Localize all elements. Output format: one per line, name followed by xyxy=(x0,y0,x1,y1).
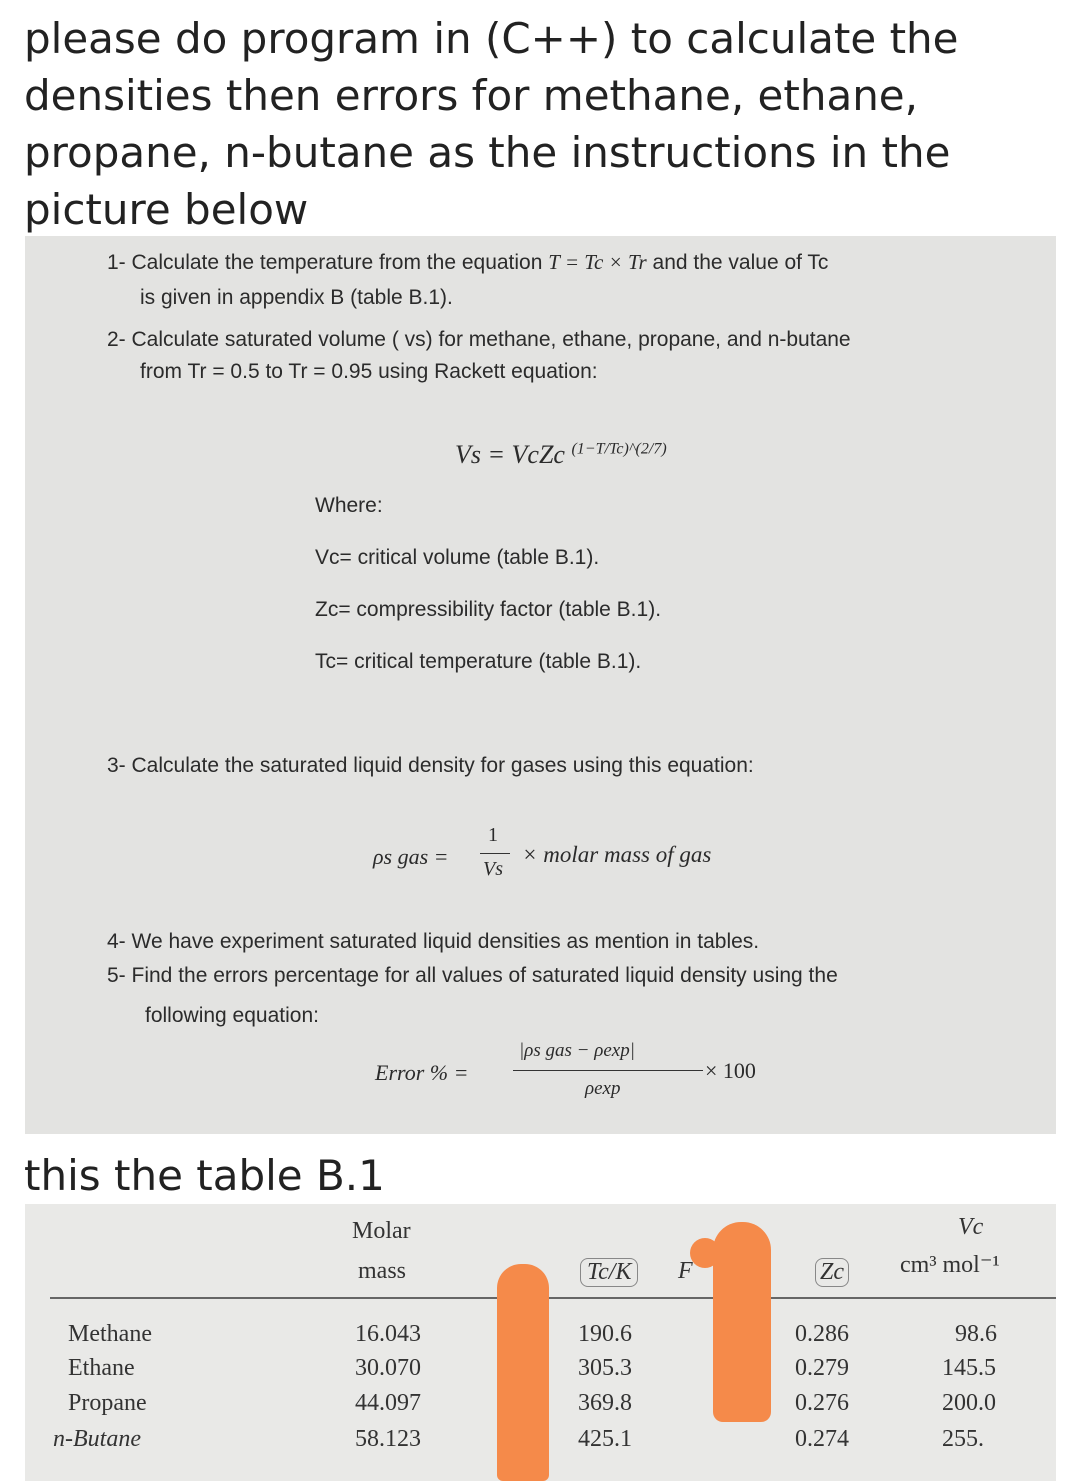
where-label: Where: xyxy=(315,494,383,517)
step5-continuation: following equation: xyxy=(145,1004,319,1027)
redaction-mark xyxy=(690,1238,720,1268)
header-molar: Molar xyxy=(352,1218,411,1244)
header-vc: Vc xyxy=(958,1214,984,1240)
step5-text: 5- Find the errors percentage for all values of saturated liquid density using the xyxy=(107,964,838,987)
density-numerator: 1 xyxy=(488,824,498,846)
step2-continuation: from Tr = 0.5 to Tr = 0.95 using Rackett equation: xyxy=(140,360,598,383)
density-denominator: Vs xyxy=(483,858,503,880)
rackett-equation: Vs = VcZc $^{(1-T/Tc)\^{}(2/7)}$ xyxy=(455,440,667,469)
step1-equation: T = Tc × Tr xyxy=(548,250,647,274)
definition-tc: Tc= critical temperature (table B.1). xyxy=(315,650,642,673)
error-denominator: ρexp xyxy=(585,1078,621,1099)
step2-text: 2- Calculate saturated volume ( vs) for methane, ethane, propane, and n-butane xyxy=(107,328,851,351)
redaction-mark xyxy=(713,1222,771,1422)
header-tc: Tc/K xyxy=(580,1258,638,1287)
step1-text: 1- Calculate the temperature from the equation T = Tc × Tr and the value of Tc xyxy=(107,250,829,274)
header-vc-units: cm³ mol⁻¹ xyxy=(900,1252,1000,1278)
table-photo: Molar mass Tc/K F Zc Vc cm³ mol⁻¹ Methane 16.043 190.6 0.286 98.6 Ethane 30.070 305.3 0.279 145.5 Propane 44.097 369.8 0.276 200.0 n-Butane 58.123 425.1 0.274 255. xyxy=(25,1204,1056,1481)
header-zc: Zc xyxy=(815,1258,849,1287)
header-rule xyxy=(50,1297,1056,1299)
error-numerator: |ρs gas − ρexp| xyxy=(519,1040,635,1061)
definition-vc: Vc= critical volume (table B.1). xyxy=(315,546,600,569)
step4-text: 4- We have experiment saturated liquid densities as mention in tables. xyxy=(107,930,760,953)
header-p-partial: F xyxy=(678,1258,693,1284)
definition-zc: Zc= compressibility factor (table B.1). xyxy=(315,598,662,621)
question-text: please do program in (C++) to calculate the densities then errors for methane, ethane, propane, n-butane as the instructions in the picture below xyxy=(24,14,959,234)
redaction-mark xyxy=(497,1264,549,1481)
instructions-photo: 1- Calculate the temperature from the equation T = Tc × Tr and the value of Tc is given in appendix B (table B.1). 2- Calculate saturated volume ( vs) for methane, ethane, propane, and n-butane from Tr = 0.5 to Tr = 0.95 using Rackett equation: Vs = VcZc $^{(1-T/Tc)\^{}(2/7)}$ Where: Vc= critical volume (table B.1). Zc= compressibility factor (table B.1). Tc= critical temperature (table B.1). 3- Calculate the saturated liquid density for gases using this equation: ρs gas = 1 Vs × molar mass of gas 4- We have experiment saturated liquid densities as mention in tables. 5- Find the errors percentage for all values of saturated liquid density using the following equation: Error % = |ρs gas − ρexp| ρexp × 100 xyxy=(25,236,1056,1134)
step3-text: 3- Calculate the saturated liquid density for gases using this equation: xyxy=(107,754,754,777)
header-mass: mass xyxy=(358,1258,406,1284)
step1-continuation: is given in appendix B (table B.1). xyxy=(140,286,453,309)
table-caption: this the table B.1 xyxy=(24,1151,385,1200)
